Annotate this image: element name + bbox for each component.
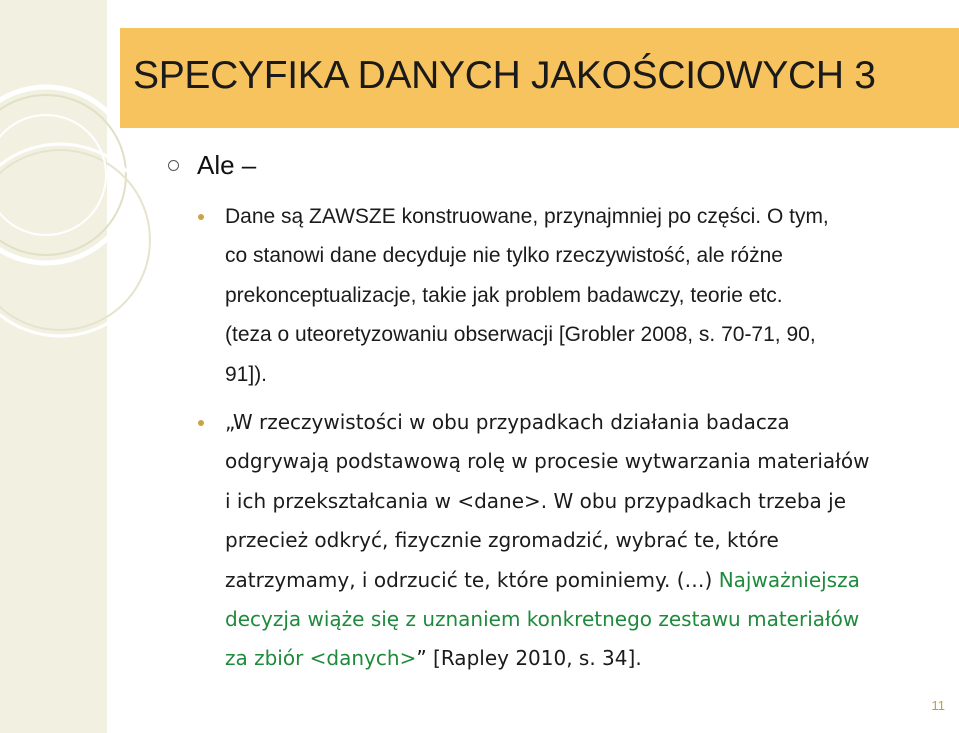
text-line: 91]).: [225, 362, 268, 386]
bullet-paragraph-2: [225, 403, 950, 679]
plain-text: zatrzymamy, i odrzucić te, które pominiemy. (…): [225, 567, 719, 592]
left-decorative-strip: [0, 0, 107, 733]
highlighted-text: za zbiór <danych>: [225, 646, 417, 671]
bullet-paragraph-1: [225, 197, 950, 394]
text-line: przecież odkryć, fizycznie zgromadzić, wybrać te, które: [225, 528, 779, 553]
text-line: i ich przekształcania w <dane>. W obu przypadkach trzeba je: [225, 488, 847, 513]
text-line: [225, 639, 950, 678]
plain-text: ” [Rapley 2010, s. 34].: [416, 646, 642, 671]
text-line: co stanowi dane decyduje nie tylko rzeczywistość, ale różne: [225, 244, 783, 268]
level1-text: Ale –: [197, 150, 257, 180]
text-line: [225, 561, 950, 600]
text-line: „W rzeczywistości w obu przypadkach działania badacza: [225, 410, 790, 434]
text-line: (teza o uteoretyzowaniu obserwacji [Grobler 2008, s. 70-71, 90,: [225, 323, 816, 347]
bullet-dot-icon: [198, 420, 204, 426]
bullet-dot-icon: [198, 214, 204, 220]
text-line: Dane są ZAWSZE konstruowane, przynajmniej po części. O tym,: [225, 205, 829, 228]
slide-title: SPECYFIKA DANYCH JAKOŚCIOWYCH 3: [133, 54, 876, 97]
circle-bullet-icon: [168, 160, 179, 171]
highlighted-text: Najważniejsza: [718, 567, 860, 592]
text-line: prekonceptualizacje, takie jak problem badawczy, teorie etc.: [225, 283, 783, 307]
text-line: odgrywają podstawową rolę w procesie wytwarzania materiałów: [225, 449, 870, 474]
highlighted-text-line: decyzja wiąże się z uznaniem konkretnego zestawu materiałów: [225, 606, 860, 631]
page-number: 11: [931, 698, 945, 713]
